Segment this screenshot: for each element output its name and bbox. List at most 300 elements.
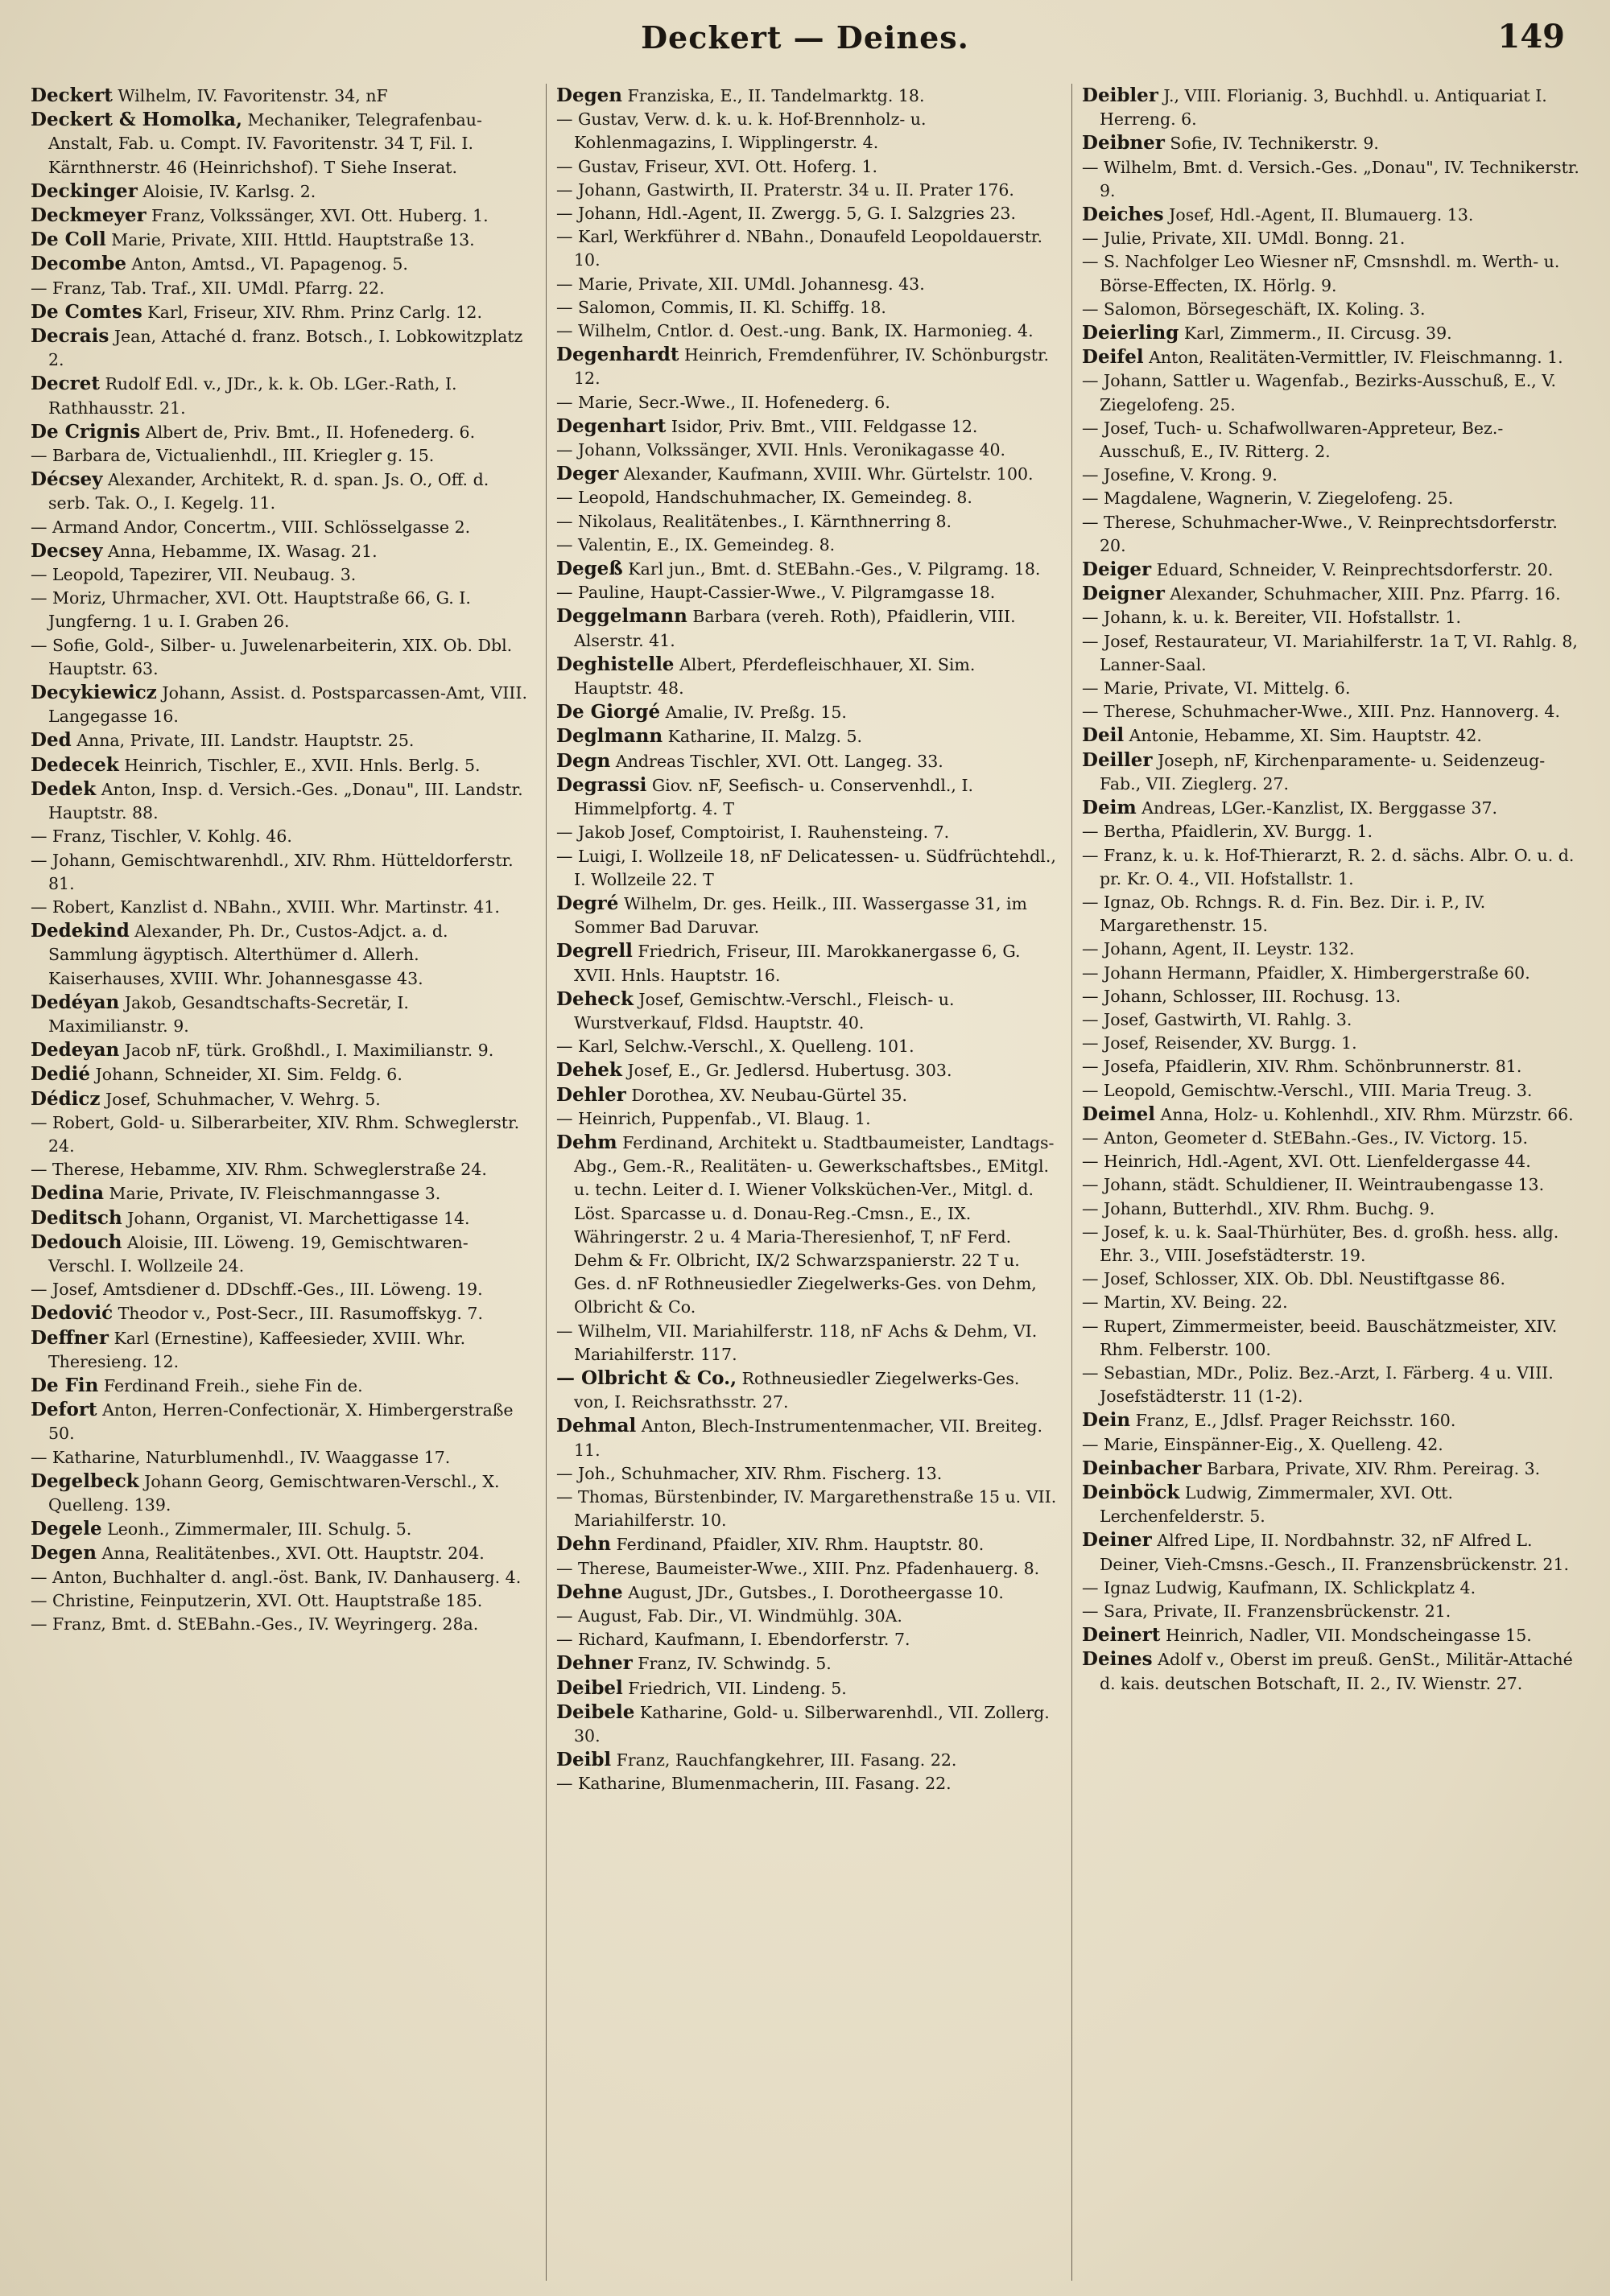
directory-entry	[1082, 369, 1584, 416]
directory-entry	[31, 420, 533, 444]
entry-surname: Degeß	[556, 558, 623, 580]
directory-entry	[31, 1326, 533, 1374]
directory-entry	[31, 372, 533, 419]
entry-details: Alexander, Ph. Dr., Custos-Adjct. a. d. Sammlung ägyptisch. Alterthümer d. Allerh. Kaiserhauses, XVIII. Whr. Johannesgasse 43.	[48, 921, 448, 988]
entry-details: J., VIII. Florianig. 3, Buchhdl. u. Antiquariat I. Herreng. 6.	[1100, 86, 1547, 130]
directory-entry	[31, 587, 533, 633]
entry-surname: De Crignis	[31, 420, 141, 443]
entry-surname: Dedek	[31, 777, 97, 800]
directory-entry	[1082, 203, 1584, 227]
entry-details: Anton, Realitäten-Vermittler, IV. Fleischmanng. 1.	[1143, 348, 1563, 368]
directory-entry	[31, 1470, 533, 1517]
entry-details: Jean, Attaché d. franz. Botsch., I. Lobkowitzplatz 2.	[48, 327, 523, 370]
directory-entry	[556, 1651, 1059, 1676]
directory-entry	[31, 1301, 533, 1325]
entry-details: Andreas, LGer.-Kanzlist, IX. Berggasse 37.	[1136, 798, 1498, 818]
entry-details: Rothneusiedler Ziegelwerks-Ges. von, I. Reichsrathsstr. 27.	[574, 1368, 1020, 1412]
entry-details: — Josef, Amtsdiener d. DDschff.-Ges., III. Löweng. 19.	[31, 1280, 483, 1300]
column-left	[31, 84, 533, 2281]
entry-details: — Franz, Bmt. d. StEBahn.-Ges., IV. Weyringerg. 28a.	[31, 1614, 479, 1634]
entry-details: Anton, Insp. d. Versich.-Ges. „Donau", III. Landstr. Hauptstr. 88.	[48, 779, 523, 823]
entry-details: — Katharine, Blumenmacherin, III. Fasang. 22.	[556, 1774, 952, 1794]
entry-surname: Deibler	[1082, 85, 1158, 106]
entry-surname: Dehmal	[556, 1415, 637, 1437]
directory-entry	[31, 444, 533, 468]
entry-surname: Decombe	[31, 253, 126, 275]
directory-entry	[1082, 1457, 1584, 1481]
directory-entry	[1082, 962, 1584, 985]
entry-surname: Deierling	[1082, 322, 1179, 344]
entry-details: — Wilhelm, Cntlor. d. Oest.-ung. Bank, IX. Harmonieg. 4.	[556, 321, 1034, 341]
entry-details: Giov. nF, Seefisch- u. Conservenhdl., I. Himmelpfortg. 4. T	[574, 775, 974, 819]
entry-surname: Decret	[31, 373, 100, 395]
directory-entry	[556, 1676, 1059, 1700]
directory-entry	[1082, 1315, 1584, 1362]
directory-entry	[1082, 1150, 1584, 1173]
entry-details: — Josef, Gastwirth, VI. Rahlg. 3.	[1082, 1009, 1352, 1029]
entry-details: Adolf v., Oberst im preuß. GenSt., Militär-Attaché d. kais. deutschen Botschaft, II. 2., IV. Wienstr. 27.	[1100, 1650, 1573, 1693]
directory-entry	[31, 681, 533, 728]
entry-details: Marie, Private, XIII. Httld. Hauptstraße 13.	[105, 230, 475, 250]
directory-entry	[31, 1613, 533, 1636]
directory-entry	[31, 563, 533, 587]
directory-entry	[556, 343, 1059, 390]
directory-entry	[556, 1131, 1059, 1320]
directory-entry	[31, 539, 533, 563]
directory-entry	[1082, 582, 1584, 606]
directory-entry	[1082, 1268, 1584, 1291]
directory-entry	[1082, 321, 1584, 345]
directory-entry	[556, 534, 1059, 557]
entry-details: — Salomon, Börsegeschäft, IX. Koling. 3.	[1082, 299, 1426, 319]
entry-surname: Deheck	[556, 987, 634, 1010]
entry-details: Ferdinand, Pfaidler, XIV. Rhm. Hauptstr. 80.	[611, 1535, 985, 1555]
directory-entry	[556, 439, 1059, 462]
entry-details: — Thomas, Bürstenbinder, IV. Margarethenstraße 15 u. VII. Mariahilferstr. 10.	[556, 1486, 1057, 1531]
directory-entry	[1082, 84, 1584, 131]
entry-surname: Decsey	[31, 539, 103, 562]
directory-entry	[1082, 820, 1584, 843]
entry-details: — Karl, Werkführer d. NBahn., Donaufeld Leopoldauerstr. 10.	[556, 227, 1042, 270]
entry-details: Karl, Friseur, XIV. Rhm. Prinz Carlg. 12.	[142, 302, 482, 322]
directory-entry	[556, 604, 1059, 652]
entry-details: — Ignaz Ludwig, Kaufmann, IX. Schlickplatz 4.	[1082, 1577, 1476, 1597]
entry-details: Anna, Private, III. Landstr. Hauptstr. 25.	[71, 731, 415, 751]
entry-details: — Leopold, Tapezirer, VII. Neubaug. 3.	[31, 565, 357, 585]
entry-details: Ferdinand Freih., siehe Fin de.	[98, 1375, 363, 1395]
directory-entry	[1082, 1103, 1584, 1127]
directory-entry	[556, 557, 1059, 581]
entry-surname: Dehne	[556, 1581, 623, 1603]
entry-details: Anna, Realitätenbes., XVI. Ott. Hauptstr. 204.	[97, 1544, 485, 1564]
entry-details: — Josef, Schlosser, XIX. Ob. Dbl. Neustiftgasse 86.	[1082, 1269, 1505, 1289]
directory-entry	[31, 1111, 533, 1158]
directory-entry	[31, 108, 533, 179]
entry-surname: Deiger	[1082, 559, 1152, 581]
directory-entry	[1082, 1079, 1584, 1103]
directory-entry	[31, 849, 533, 896]
entry-details: Rudolf Edl. v., JDr., k. k. Ob. LGer.-Rath, I. Rathhausstr. 21.	[48, 374, 457, 418]
page-number: 149	[1497, 18, 1565, 56]
entry-details: Franziska, E., II. Tandelmarktg. 18.	[622, 86, 925, 105]
entry-surname: Deffner	[31, 1326, 109, 1349]
directory-entry	[1082, 1291, 1584, 1314]
directory-entry	[1082, 1600, 1584, 1623]
entry-details: Barbara, Private, XIV. Rhm. Pereirag. 3.	[1201, 1458, 1541, 1478]
entry-details: Alexander, Schuhmacher, XIII. Pnz. Pfarrg. 16.	[1164, 584, 1561, 604]
entry-details: Anton, Herren-Confectionär, X. Himbergerstraße 50.	[48, 1400, 514, 1444]
directory-entry	[1082, 1221, 1584, 1268]
entry-surname: Dehek	[556, 1059, 622, 1082]
directory-entry	[556, 84, 1059, 108]
entry-details: — S. Nachfolger Leo Wiesner nF, Cmsnshdl. m. Werth- u. Börse-Effecten, IX. Hörlg. 9.	[1082, 252, 1560, 295]
directory-entry	[556, 179, 1059, 202]
directory-entry	[31, 468, 533, 515]
entry-surname: Deibl	[556, 1749, 612, 1771]
directory-entry	[1082, 677, 1584, 700]
entry-details: — Anton, Geometer d. StEBahn.-Ges., IV. Victorg. 15.	[1082, 1127, 1529, 1148]
directory-entry	[556, 108, 1059, 155]
directory-entry	[556, 845, 1059, 892]
entry-details: Aloisie, III. Löweng. 19, Gemischtwaren-Verschl. I. Wollzeile 24.	[48, 1232, 469, 1276]
entry-details: Josef, Hdl.-Agent, II. Blumauerg. 13.	[1163, 205, 1474, 225]
directory-entry	[31, 228, 533, 252]
entry-details: Friedrich, VII. Lindeng. 5.	[622, 1678, 847, 1698]
entry-details: Eduard, Schneider, V. Reinprechtsdorferstr. 20.	[1151, 560, 1554, 580]
running-title: Deckert — Deines.	[641, 19, 969, 56]
entry-details: Sofie, IV. Technikerstr. 9.	[1164, 134, 1379, 154]
entry-details: — Christine, Feinputzerin, XVI. Ott. Hauptstraße 185.	[31, 1590, 483, 1610]
directory-entry	[31, 777, 533, 825]
entry-details: — Martin, XV. Being. 22.	[1082, 1292, 1288, 1313]
directory-entry	[556, 486, 1059, 509]
entry-details: — Robert, Kanzlist d. NBahn., XVIII. Whr. Martinstr. 41.	[31, 897, 500, 917]
entry-details: — Rupert, Zimmermeister, beeid. Bauschätzmeister, XIV. Rhm. Felberstr. 100.	[1082, 1316, 1558, 1359]
entry-surname: Dédicz	[31, 1087, 101, 1110]
entry-surname: Deinbacher	[1082, 1457, 1202, 1479]
entry-details: — Heinrich, Puppenfab., VI. Blaug. 1.	[556, 1108, 871, 1128]
entry-surname: Deigner	[1082, 583, 1165, 605]
directory-entry	[1082, 891, 1584, 938]
directory-entry	[1082, 1127, 1584, 1150]
entry-surname: Decrais	[31, 325, 109, 348]
entry-surname: Degen	[556, 85, 623, 106]
entry-details: — Pauline, Haupt-Cassier-Wwe., V. Pilgramgasse 18.	[556, 583, 996, 603]
entry-surname: Deckmeyer	[31, 204, 147, 227]
entry-details: — Johann, Butterhdl., XIV. Rhm. Buchg. 9.	[1082, 1198, 1435, 1218]
entry-surname: Deiller	[1082, 748, 1153, 771]
entry-details: — Marie, Secr.-Wwe., II. Hofenederg. 6.	[556, 392, 890, 412]
entry-details: — Johann Hermann, Pfaidler, X. Himbergerstraße 60.	[1082, 963, 1530, 983]
directory-entry	[31, 324, 533, 372]
entry-details: Heinrich, Fremdenführer, IV. Schönburgstr. 12.	[574, 345, 1050, 389]
entry-details: — Gustav, Verw. d. k. u. k. Hof-Brennholz- u. Kohlenmagazins, I. Wipplingerstr. 4.	[556, 109, 927, 153]
entry-surname: Degré	[556, 892, 619, 914]
entry-details: Marie, Private, IV. Fleischmanngasse 3.	[104, 1184, 441, 1204]
entry-details: Alfred Lipe, II. Nordbahnstr. 32, nF Alfred L. Deiner, Vieh-Cmsns.-Gesch., II. Franzensbrückenstr. 21.	[1100, 1531, 1570, 1574]
column-right	[1071, 84, 1584, 2281]
entry-details: Anton, Amtsd., VI. Papagenog. 5.	[126, 254, 408, 274]
directory-entry	[556, 1486, 1059, 1532]
entry-surname: Deghistelle	[556, 653, 675, 675]
directory-entry	[556, 1462, 1059, 1486]
directory-entry	[556, 391, 1059, 414]
directory-entry	[556, 1605, 1059, 1628]
entry-details: — Karl, Selchw.-Verschl., X. Quelleng. 101.	[556, 1037, 914, 1057]
directory-entry	[1082, 558, 1584, 582]
entry-details: — Moriz, Uhrmacher, XVI. Ott. Hauptstraße 66, G. I. Jungferng. 1 u. I. Graben 26.	[31, 588, 471, 632]
entry-surname: Degele	[31, 1518, 102, 1540]
directory-entry	[31, 753, 533, 777]
entry-details: — Salomon, Commis, II. Kl. Schiffg. 18.	[556, 297, 886, 317]
entry-surname: Deiner	[1082, 1529, 1152, 1552]
entry-details: — Franz, Tischler, V. Kohlg. 46.	[31, 826, 292, 847]
directory-entry	[31, 1062, 533, 1086]
directory-entry	[556, 1581, 1059, 1605]
entry-details: Albert, Pferdefleischhauer, XI. Sim. Hauptstr. 48.	[574, 654, 976, 699]
entry-details: — Josef, Reisender, XV. Burgg. 1.	[1082, 1033, 1357, 1053]
directory-entry	[556, 225, 1059, 272]
entry-details: — Richard, Kaufmann, I. Ebendorferstr. 7.	[556, 1630, 910, 1650]
entry-details: — Valentin, E., IX. Gemeindeg. 8.	[556, 534, 836, 554]
entry-details: Dorothea, XV. Neubau-Gürtel 35.	[625, 1085, 908, 1105]
entry-surname: Decykiewicz	[31, 682, 157, 704]
entry-surname: Dehner	[556, 1652, 633, 1675]
entry-surname: Deil	[1082, 724, 1125, 747]
entry-surname: Deifel	[1082, 346, 1144, 369]
directory-entry	[556, 1628, 1059, 1651]
entry-details: Anna, Holz- u. Kohlenhdl., XIV. Rhm. Mürzstr. 66.	[1155, 1104, 1574, 1124]
entry-surname: Degen	[31, 1542, 97, 1564]
directory-entry	[556, 414, 1059, 439]
entry-details: — Barbara de, Victualienhdl., III. Kriegler g. 15.	[31, 446, 435, 466]
directory-entry	[556, 653, 1059, 700]
entry-details: — Sebastian, MDr., Poliz. Bez.-Arzt, I. Färberg. 4 u. VIII. Josefstädterstr. 11 (1-2).	[1082, 1362, 1554, 1407]
directory-entry	[1082, 487, 1584, 510]
entry-surname: Dehm	[556, 1131, 617, 1153]
entry-details: Alexander, Kaufmann, XVIII. Whr. Gürtelstr. 100.	[618, 464, 1034, 484]
entry-details: — Johann, Hdl.-Agent, II. Zwergg. 5, G. I. Salzgries 23.	[556, 204, 1016, 224]
entry-details: Anna, Hebamme, IX. Wasag. 21.	[102, 541, 378, 561]
directory-entry	[556, 1772, 1059, 1795]
column-middle	[546, 84, 1059, 2281]
directory-entry	[556, 773, 1059, 821]
directory-entry	[31, 1181, 533, 1206]
directory-entry	[1082, 1197, 1584, 1221]
directory-entry	[556, 510, 1059, 534]
entry-details: August, JDr., Gutsbes., I. Dorotheergasse 10.	[622, 1582, 1004, 1602]
entry-details: — Sara, Private, II. Franzensbrückenstr. 21.	[1082, 1601, 1451, 1621]
directory-entry	[31, 179, 533, 204]
entry-surname: Degelbeck	[31, 1470, 139, 1492]
entry-details: — Anton, Buchhalter d. angl.-öst. Bank, IV. Danhauserg. 4.	[31, 1567, 522, 1587]
entry-details: Karl (Ernestine), Kaffeesieder, XVIII. Whr. Theresieng. 12.	[48, 1328, 466, 1371]
directory-entry	[1082, 1577, 1584, 1600]
entry-details: Wilhelm, Dr. ges. Heilk., III. Wassergasse 31, im Sommer Bad Daruvar.	[574, 893, 1027, 938]
directory-entry	[556, 892, 1059, 939]
entry-details: — Marie, Einspänner-Eig., X. Quelleng. 42.	[1082, 1434, 1443, 1454]
entry-details: — Franz, k. u. k. Hof-Thierarzt, R. 2. d. sächs. Albr. O. u. d. pr. Kr. O. 4., VII. Hofstallstr. 1.	[1082, 845, 1575, 888]
directory-entry	[31, 1566, 533, 1589]
directory-entry	[31, 919, 533, 991]
directory-entry	[1082, 345, 1584, 369]
directory-entry	[1082, 1055, 1584, 1078]
entry-details: — Franz, Tab. Traf., XII. UMdl. Pfarrg. 22.	[31, 278, 385, 298]
entry-surname: Deger	[556, 463, 619, 485]
entry-surname: Degrassi	[556, 773, 647, 796]
entry-surname: Deibele	[556, 1700, 635, 1723]
entry-details: Mechaniker, Telegrafenbau-Anstalt, Fab. u. Compt. IV. Favoritenstr. 34 T, Fil. I. Kärnthnerstr. 46 (Heinrichshof). T Siehe Inserat.	[48, 110, 482, 177]
entry-surname: Dedecek	[31, 753, 119, 776]
directory-entry	[556, 319, 1059, 343]
directory-entry	[556, 581, 1059, 604]
entry-details: Josef, E., Gr. Jedlersd. Hubertusg. 303.	[621, 1061, 952, 1081]
entry-surname: Dehler	[556, 1083, 626, 1106]
directory-entry	[1082, 1647, 1584, 1695]
directory-entry	[556, 939, 1059, 987]
directory-entry	[1082, 227, 1584, 250]
directory-entry	[1082, 1623, 1584, 1647]
directory-entry	[1082, 250, 1584, 297]
directory-entry	[1082, 156, 1584, 203]
directory-entry	[31, 277, 533, 300]
entry-surname: De Coll	[31, 229, 106, 251]
directory-entry	[31, 1541, 533, 1565]
entry-surname: De Fin	[31, 1374, 99, 1396]
entry-details: Josef, Schuhmacher, V. Wehrg. 5.	[100, 1089, 381, 1109]
directory-entry	[556, 700, 1059, 724]
entry-surname: Dedié	[31, 1063, 91, 1086]
directory-entry	[1082, 1008, 1584, 1032]
directory-entry	[31, 1158, 533, 1181]
directory-entry	[556, 987, 1059, 1035]
entry-surname: Degrell	[556, 940, 633, 963]
entry-details: Ludwig, Zimmermaler, XVI. Ott. Lerchenfelderstr. 5.	[1100, 1482, 1453, 1527]
entry-surname: Deinböck	[1082, 1481, 1180, 1503]
page-header	[0, 11, 1610, 68]
entry-details: — Wilhelm, Bmt. d. Versich.-Ges. „Donau", IV. Technikerstr. 9.	[1082, 157, 1579, 200]
directory-entry	[1082, 1433, 1584, 1457]
directory-entry	[31, 84, 533, 108]
entry-details: Franz, IV. Schwindg. 5.	[632, 1654, 832, 1674]
entry-details: — Therese, Baumeister-Wwe., XIII. Pnz. Pfadenhauerg. 8.	[556, 1558, 1040, 1578]
entry-surname: Degn	[556, 749, 611, 772]
entry-surname: Dedović	[31, 1302, 114, 1325]
entry-details: Ferdinand, Architekt u. Stadtbaumeister, Landtags-Abg., Gem.-R., Realitäten- u. Gewerkschaftsbes., EMitgl. u. techn. Leiter d. I. Wiener Volksküchen-Ver., Mitgl. d. Löst. Sparcasse u. d. Donau-Reg.-Cmsn., E., IX. Währingerstr. 2 u. 4 Maria-Theresienhof, T, nF Ferd. Dehm & Fr. Olbricht, IX/2 Schwarzspanierstr. 22 T u. Ges. d. nF Rothneusiedler Ziegelwerks-Ges. von Dehm, Olbricht & Co.	[574, 1132, 1055, 1317]
entry-details: Albert de, Priv. Bmt., II. Hofenederg. 6.	[140, 422, 476, 442]
entry-details: Anton, Blech-Instrumentenmacher, VII. Breiteg. 11.	[574, 1416, 1043, 1460]
directory-entry	[31, 1038, 533, 1062]
entry-details: — Leopold, Gemischtw.-Verschl., VIII. Maria Treug. 3.	[1082, 1080, 1533, 1100]
entry-details: Karl jun., Bmt. d. StEBahn.-Ges., V. Pilgramg. 18.	[622, 559, 1041, 579]
directory-entry	[31, 1517, 533, 1541]
entry-surname: Dedeyan	[31, 1039, 120, 1061]
entry-surname: Deckert & Homolka,	[31, 109, 243, 131]
directory-entry	[556, 1532, 1059, 1556]
entry-details: Franz, Volkssänger, XVI. Ott. Huberg. 1.	[146, 206, 489, 226]
entry-surname: Dedekind	[31, 920, 130, 942]
entry-details: Jacob nF, türk. Großhdl., I. Maximilianstr. 9.	[119, 1041, 494, 1061]
directory-entry	[556, 1035, 1059, 1058]
entry-details: — Johann, Gemischtwarenhdl., XIV. Rhm. Hütteldorferstr. 81.	[31, 850, 514, 893]
directory-entry	[31, 1230, 533, 1278]
directory-entry	[556, 1320, 1059, 1366]
directory-entry	[31, 300, 533, 324]
directory-entry	[1082, 464, 1584, 487]
directory-entry	[31, 1374, 533, 1398]
directory-entry	[1082, 630, 1584, 677]
entry-details: — Jakob Josef, Comptoirist, I. Rauhensteing. 7.	[556, 822, 950, 843]
entry-surname: Deglmann	[556, 725, 663, 748]
directory-entry	[1082, 723, 1584, 748]
directory-entry	[1082, 700, 1584, 723]
entry-details: — Josef, Tuch- u. Schafwollwaren-Appreteur, Bez.-Ausschuß, E., IV. Ritterg. 2.	[1082, 418, 1504, 462]
entry-details: — Julie, Private, XII. UMdl. Bonng. 21.	[1082, 229, 1406, 249]
entry-details: — Johann, Agent, II. Leystr. 132.	[1082, 939, 1355, 959]
directory-entry	[556, 1083, 1059, 1107]
entry-surname: Dedéyan	[31, 991, 120, 1013]
directory-entry	[1082, 1173, 1584, 1197]
directory-entry	[556, 1557, 1059, 1581]
directory-entry	[31, 896, 533, 919]
entry-details: — Armand Andor, Concertm., VIII. Schlösselgasse 2.	[31, 517, 471, 537]
entry-surname: Deibel	[556, 1676, 623, 1699]
directory-entry	[1082, 1481, 1584, 1528]
directory-entry	[556, 749, 1059, 773]
entry-details: Heinrich, Nadler, VII. Mondscheingasse 15.	[1160, 1626, 1532, 1646]
entry-surname: Deines	[1082, 1648, 1153, 1671]
entry-surname: Degenhardt	[556, 344, 679, 366]
entry-details: Johann Georg, Gemischtwaren-Verschl., X. Quelleng. 139.	[48, 1471, 500, 1515]
entry-details: — Therese, Schuhmacher-Wwe., XIII. Pnz. Hannoverg. 4.	[1082, 702, 1560, 722]
directory-entry	[31, 516, 533, 539]
directory-entry	[1082, 748, 1584, 796]
entry-details: Isidor, Priv. Bmt., VIII. Feldgasse 12.	[666, 416, 978, 436]
entry-surname: Ded	[31, 729, 72, 752]
directory-entry	[556, 1058, 1059, 1082]
directory-entry	[1082, 985, 1584, 1008]
entry-details: Katharine, Gold- u. Silberwarenhdl., VII. Zollerg. 30.	[574, 1702, 1050, 1746]
entry-surname: Deinert	[1082, 1624, 1161, 1647]
entry-surname: Degenhart	[556, 414, 667, 437]
entry-surname: Deibner	[1082, 132, 1165, 155]
directory-entry	[1082, 1362, 1584, 1408]
directory-entry	[1082, 938, 1584, 961]
directory-entry	[556, 821, 1059, 844]
directory-entry	[31, 1398, 533, 1445]
entry-details: — Wilhelm, VII. Mariahilferstr. 118, nF Achs & Dehm, VI. Mariahilferstr. 117.	[556, 1321, 1038, 1364]
directory-entry	[556, 1748, 1059, 1772]
entry-details: Heinrich, Tischler, E., XVII. Hnls. Berlg. 5.	[118, 755, 481, 775]
entry-surname: — Olbricht & Co.,	[556, 1366, 737, 1389]
entry-surname: De Giorgé	[556, 701, 661, 723]
entry-details: Aloisie, IV. Karlsg. 2.	[137, 181, 316, 201]
entry-surname: Dehn	[556, 1533, 612, 1556]
entry-details: — Luigi, I. Wollzeile 18, nF Delicatessen- u. Südfrüchtehdl., I. Wollzeile 22. T	[556, 846, 1056, 889]
entry-surname: Dein	[1082, 1409, 1131, 1432]
entry-details: — Therese, Hebamme, XIV. Rhm. Schweglerstraße 24.	[31, 1160, 487, 1180]
directory-entry	[556, 462, 1059, 486]
directory-entry	[1082, 1032, 1584, 1055]
entry-details: — Marie, Private, XII. UMdl. Johannesg. 43.	[556, 274, 925, 294]
entry-details: — Gustav, Friseur, XVI. Ott. Hoferg. 1.	[556, 156, 878, 176]
entry-details: Johann, Organist, VI. Marchettigasse 14.	[122, 1208, 470, 1228]
entry-details: Johann, Schneider, XI. Sim. Feldg. 6.	[90, 1065, 402, 1085]
entry-details: — Heinrich, Hdl.-Agent, XVI. Ott. Lienfeldergasse 44.	[1082, 1152, 1531, 1172]
entry-details: — Johann, Schlosser, III. Rochusg. 13.	[1082, 986, 1402, 1006]
entry-details: — Johann, Volkssänger, XVII. Hnls. Veronikagasse 40.	[556, 440, 1006, 460]
entry-surname: Deckert	[31, 85, 113, 106]
